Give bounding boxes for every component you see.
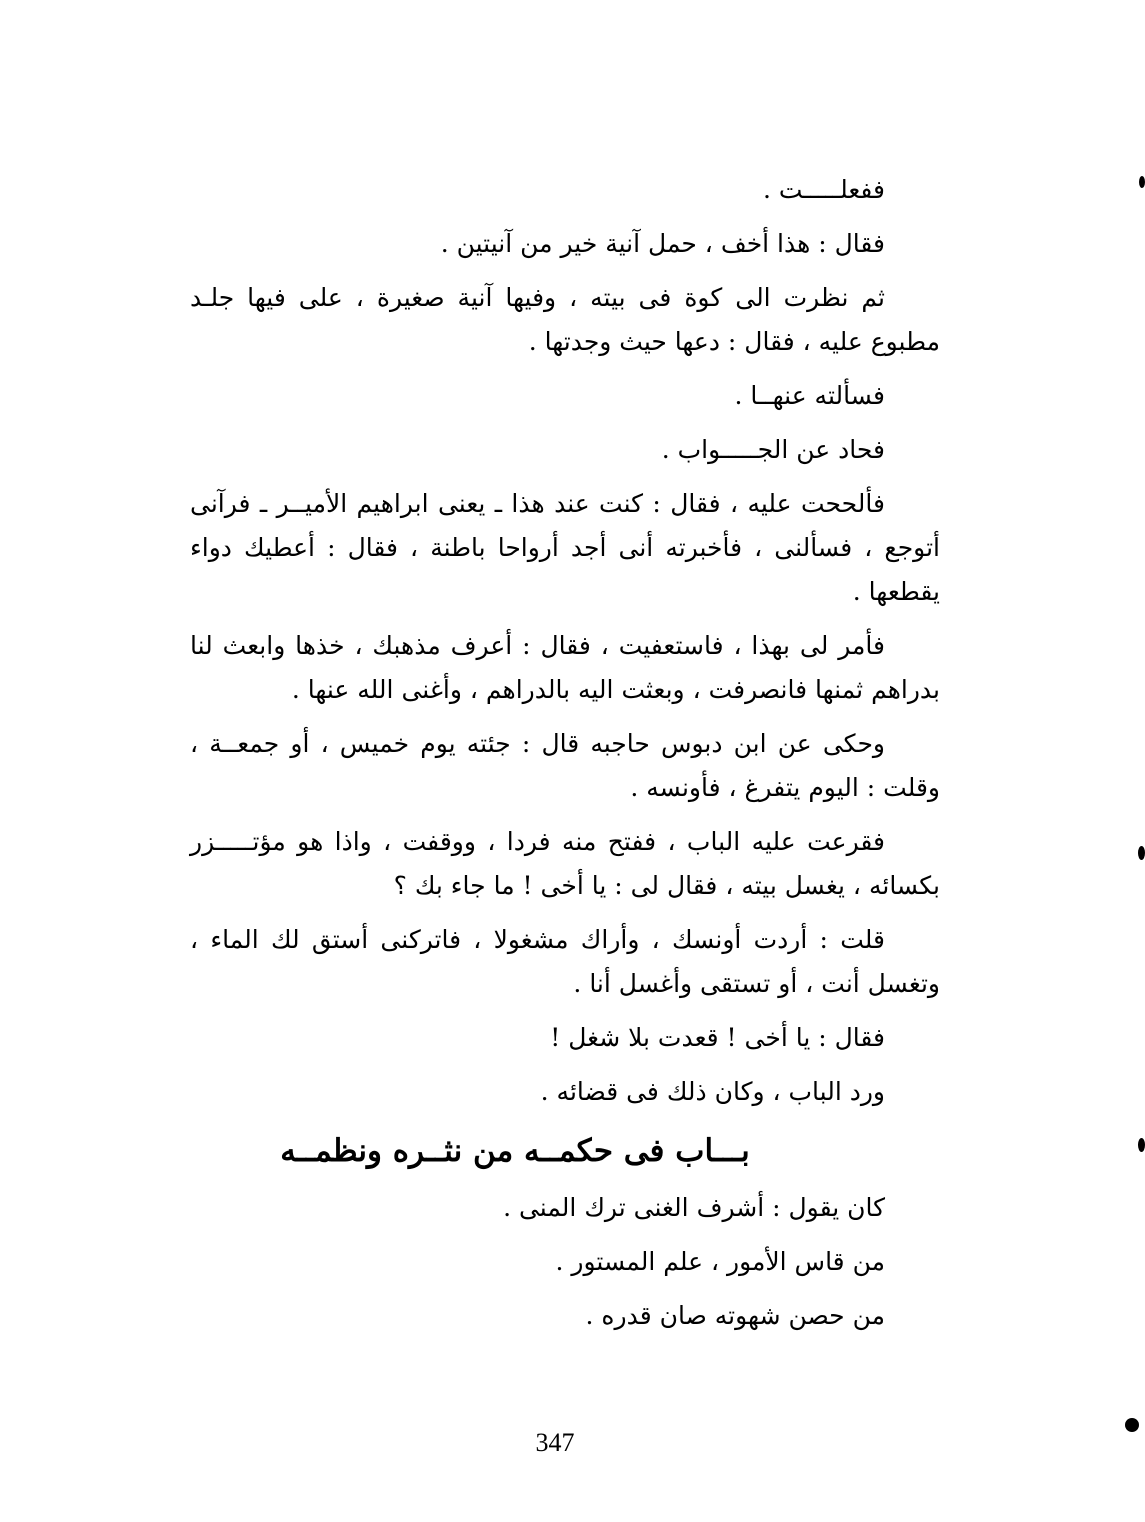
paragraph: فقال : هذا أخف ، حمل آنية خير من آنيتين . (440, 229, 885, 258)
paragraph: فألححت عليه ، فقال : كنت عند هذا ـ يعنى ابراهيم الأميــر ـ فرآنى أتوجع ، فسألنى ، فأخبرته أنى أجد أرواحا باطنة ، فقال : أعطيك دواء يقطعها . (190, 489, 940, 606)
paragraph: فحاد عن الجـــــواب . (661, 435, 885, 464)
scan-mark (1125, 1418, 1139, 1432)
section-heading: بـــاب فى حكمــه من نثــره ونظمــه (280, 1133, 750, 1169)
paragraph: فقرعت عليه الباب ، ففتح منه فردا ، ووقفت ، واذا هو مؤتـــــزر بكسائه ، يغسل بيته ، فقال لى : يا أخى ! ما جاء بك ؟ (190, 827, 940, 900)
body-text (190, 168, 940, 1348)
scan-mark (1139, 176, 1145, 188)
paragraph: ففعلـــــت . (763, 175, 885, 204)
scan-mark (1138, 846, 1145, 860)
scan-mark (1138, 1138, 1145, 1152)
paragraph: ثم نظرت الى كوة فى بيته ، وفيها آنية صغيرة ، على فيها جلـد مطبوع عليه ، فقال : دعها حيث وجدتها . (190, 283, 940, 356)
paragraph: ورد الباب ، وكان ذلك فى قضائه . (540, 1077, 885, 1106)
paragraph: فأمر لى بهذا ، فاستعفيت ، فقال : أعرف مذهبك ، خذها وابعث لنا بدراهم ثمنها فانصرفت ، وبعثت اليه بالدراهم ، وأغنى الله عنها . (190, 631, 940, 704)
saying: من قاس الأمور ، علم المستور . (555, 1247, 885, 1276)
page-number: 347 (535, 1428, 575, 1457)
paragraph: فقال : يا أخى ! قعدت بلا شغل ! (550, 1023, 885, 1052)
paragraph: فسألته عنهــا . (734, 381, 885, 410)
saying: من حصن شهوته صان قدره . (585, 1301, 885, 1330)
paragraph: قلت : أردت أونسك ، وأراك مشغولا ، فاتركنى أستق لك الماء ، وتغسل أنت ، أو تستقى وأغسل أنا . (190, 925, 940, 998)
saying: كان يقول : أشرف الغنى ترك المنى . (503, 1193, 885, 1222)
paragraph: وحكى عن ابن دبوس حاجبه قال : جئته يوم خميس ، أو جمعــة ، وقلت : اليوم يتفرغ ، فأونسه . (190, 729, 940, 802)
